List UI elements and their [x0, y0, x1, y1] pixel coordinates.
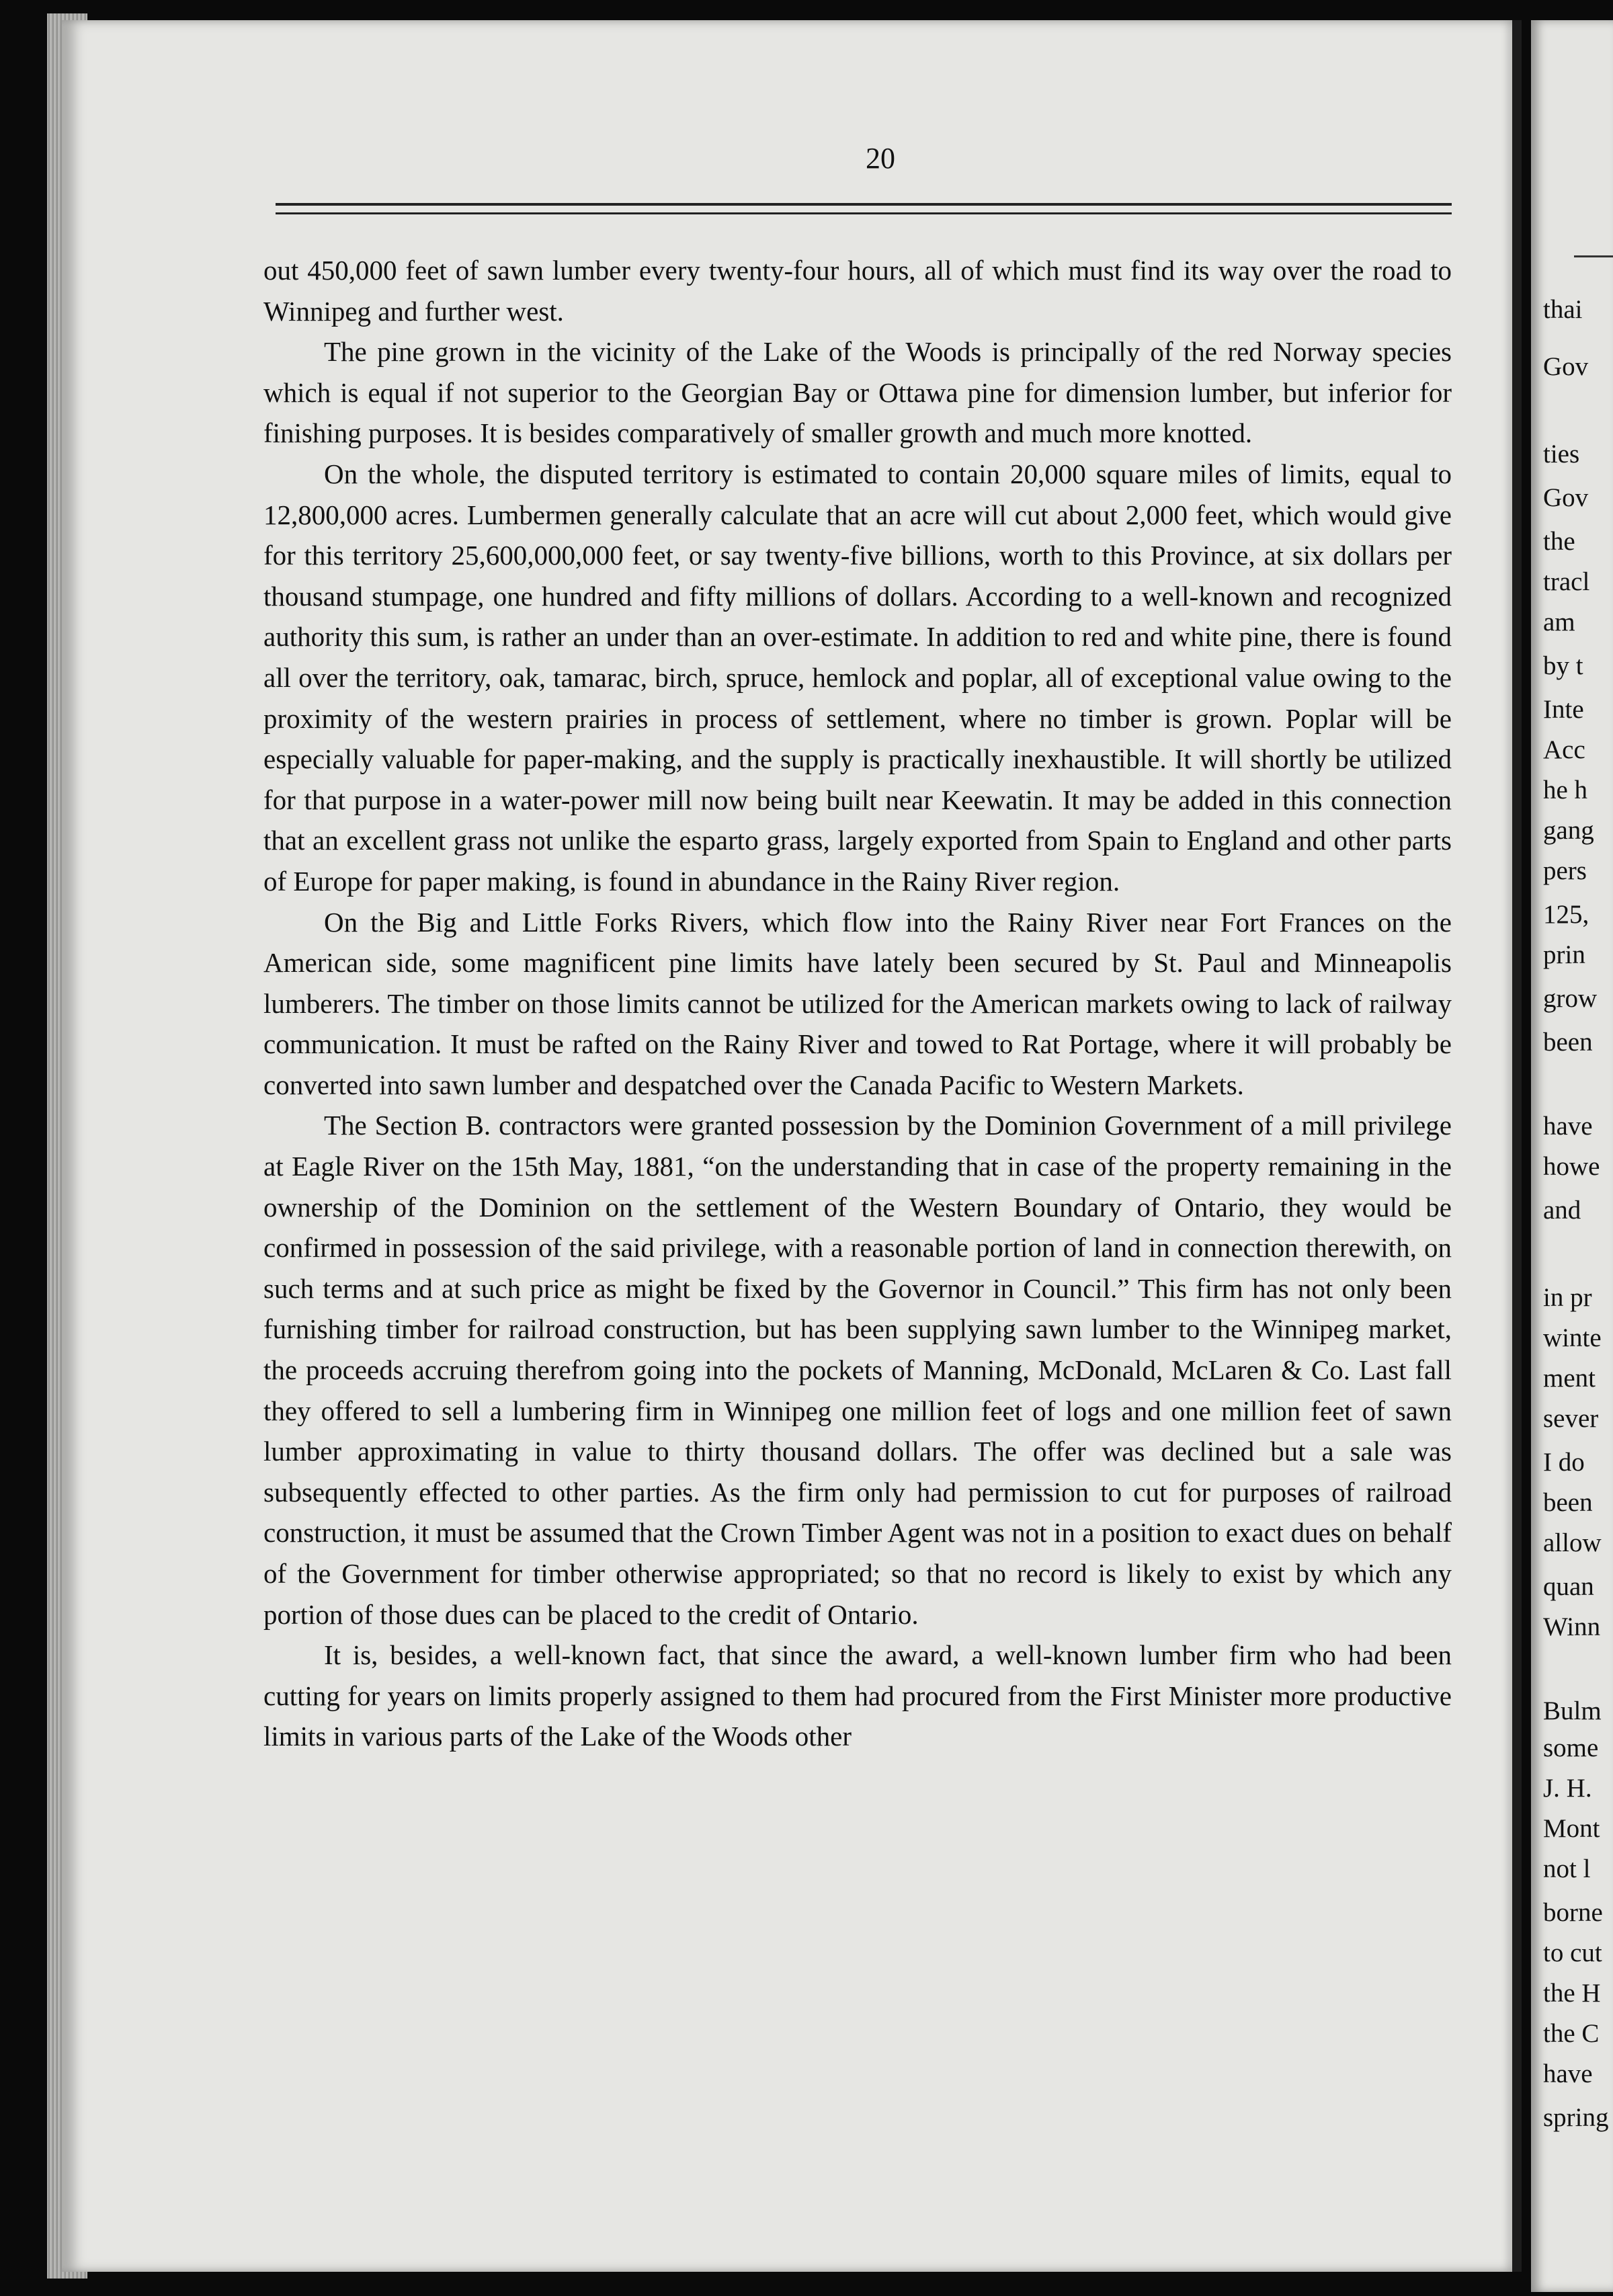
- facing-page-line: Bulm: [1543, 1696, 1602, 1725]
- facing-page-line: to cut: [1543, 1938, 1602, 1967]
- facing-page-line: gang: [1543, 816, 1594, 845]
- facing-page-line: been: [1543, 1488, 1593, 1517]
- facing-page-line: have: [1543, 2059, 1593, 2088]
- facing-page-line: Winn: [1543, 1612, 1601, 1641]
- paragraph: out 450,000 feet of sawn lumber every twenty-four hours, all of which must find its way over the road to Winnipeg and further west.: [263, 255, 1452, 327]
- facing-page-line: J. H.: [1543, 1774, 1592, 1803]
- facing-page-line: thai: [1543, 295, 1583, 324]
- facing-page: [1531, 20, 1613, 2292]
- facing-page-line: the H: [1543, 1979, 1601, 2008]
- facing-page-line: sever: [1543, 1404, 1599, 1433]
- facing-page-line: ties: [1543, 440, 1580, 468]
- facing-page-line: Gov: [1543, 352, 1589, 381]
- facing-page-line: am: [1543, 608, 1575, 637]
- facing-page-line: ment: [1543, 1364, 1596, 1393]
- facing-page-line: quan: [1543, 1572, 1594, 1601]
- facing-page-line: howe: [1543, 1152, 1600, 1181]
- facing-page-line: Mont: [1543, 1814, 1600, 1843]
- facing-page-line: by t: [1543, 651, 1583, 680]
- facing-page-line: prin: [1543, 940, 1585, 969]
- facing-page-line: allow: [1543, 1528, 1602, 1557]
- facing-page-line: Inte: [1543, 695, 1584, 724]
- facing-page-line: in pr: [1543, 1283, 1592, 1312]
- facing-page-line: Gov: [1543, 483, 1589, 512]
- paragraph: On the whole, the disputed territory is estimated to contain 20,000 square miles of limits, equal to 12,800,000 acres. Lumbermen generally calculate that an acre will cut about 2,000 feet, which would give for this territory 25,600,000,000 feet, or say twenty-five billions, worth to this Province, at six dollars per thousand stumpage, one hundred and fifty millions of dollars. According to a well-known and recognized authority this sum, is rather an under than an over-estimate. In addition to red and white pine, there is found all over the territory, oak, tamarac, birch, spruce, hemlock and poplar, all of exceptional value owing to the proximity of the western prairies in process of settlement, where no timber is grown. Poplar will be especially valuable for paper-making, and the supply is practically inexhaustible. It will shortly be utilized for that purpose in a water-power mill now being built near Keewatin. It may be added in this connection that an excellent grass not unlike the esparto grass, largely exported from Spain to England and other parts of Europe for paper making, is found in abundance in the Rainy River region.: [263, 458, 1452, 897]
- facing-page-line: winte: [1543, 1323, 1602, 1352]
- facing-page-line: I do: [1543, 1448, 1585, 1477]
- facing-page-line: some: [1543, 1733, 1599, 1762]
- body-text: [263, 250, 1452, 1757]
- facing-page-line: spring: [1543, 2103, 1609, 2132]
- facing-page-line: he h: [1543, 776, 1588, 805]
- paragraph: On the Big and Little Forks Rivers, which flow into the Rainy River near Fort Frances on the American side, some magnificent pine limits have lately been secured by St. Paul and Minneapolis lumberers. The timber on those limits cannot be utilized for the American markets owing to lack of railway communication. It must be rafted on the Rainy River and towed to Rat Portage, where it will probably be converted into sawn lumber and despatched over the Canada Pacific to Western Markets.: [263, 906, 1452, 1100]
- facing-page-line: not l: [1543, 1854, 1591, 1883]
- paragraph: The Section B. contractors were granted possession by the Dominion Government of a mill privilege at Eagle River on the 15th May, 1881, “on the understanding that in case of the property remaining in the ownership of the Dominion on the settlement of the Western Boundary of Ontario, they would be confirmed in possession of the said privilege, with a reasonable portion of land in connection therewith, on such terms and at such price as might be fixed by the Governor in Council.” This firm has not only been furnishing timber for railroad construction, but has been supplying sawn lumber to the Winnipeg market, the proceeds accruing therefrom going into the pockets of Manning, McDonald, McLaren & Co. Last fall they offered to sell a lumbering firm in Winnipeg one million feet of logs and one million feet of sawn lumber approximating in value to thirty thousand dollars. The offer was declined but a sale was subsequently effected to other parties. As the firm only had permission to cut for purposes of railroad construction, it must be assumed that the Crown Timber Agent was not in a position to exact dues on behalf of the Government for timber otherwise appropriated; so that no record is likely to exist by which any portion of those dues can be placed to the credit of Ontario.: [263, 1110, 1452, 1630]
- facing-page-line: tracl: [1543, 567, 1590, 596]
- facing-page-line: have: [1543, 1112, 1593, 1141]
- facing-page-line: pers: [1543, 856, 1587, 885]
- facing-page-rule: [1574, 255, 1613, 257]
- facing-page-line: the: [1543, 527, 1575, 556]
- facing-page-line: the C: [1543, 2019, 1600, 2048]
- facing-page-line: and: [1543, 1196, 1581, 1225]
- header-rule-secondary: [276, 212, 1452, 214]
- facing-page-line: 125,: [1543, 900, 1589, 929]
- paragraph: It is, besides, a well-known fact, that since the award, a well-known lumber firm who had been cutting for years on limits properly assigned to them had procured from the First Minister more productive limits in various parts of the Lake of the Woods other: [263, 1639, 1452, 1752]
- facing-page-line: borne: [1543, 1898, 1603, 1927]
- header-rule: [276, 203, 1452, 206]
- facing-page-line: grow: [1543, 984, 1598, 1013]
- page-number: 20: [866, 142, 895, 175]
- facing-page-line: been: [1543, 1028, 1593, 1057]
- paragraph: The pine grown in the vicinity of the Lake of the Woods is principally of the red Norway species which is equal if not superior to the Georgian Bay or Ottawa pine for dimension lumber, but inferior for finishing purposes. It is besides comparatively of smaller growth and much more knotted.: [263, 336, 1452, 449]
- facing-page-line: Acc: [1543, 735, 1585, 764]
